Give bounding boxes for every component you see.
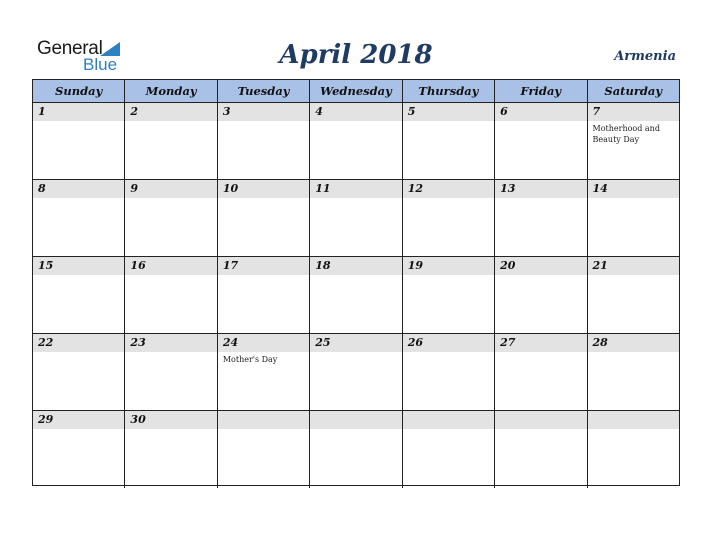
day-cell xyxy=(403,257,495,333)
day-number: 8 xyxy=(33,180,124,198)
day-number: 29 xyxy=(33,411,124,429)
logo-text-general: General xyxy=(37,38,103,59)
day-cell xyxy=(588,180,679,256)
day-number: 5 xyxy=(403,103,494,121)
calendar-title: April 2018 xyxy=(279,40,433,70)
week-row xyxy=(33,103,679,180)
day-number: 1 xyxy=(33,103,124,121)
weekday-monday: Monday xyxy=(125,80,217,102)
day-cell xyxy=(403,411,495,488)
weekday-wednesday: Wednesday xyxy=(310,80,402,102)
weeks-container xyxy=(33,103,679,488)
day-number: 11 xyxy=(310,180,401,198)
day-cell xyxy=(218,180,310,256)
day-number: 7 xyxy=(588,103,679,121)
day-cell xyxy=(495,334,587,410)
weekday-header xyxy=(33,80,679,103)
day-number xyxy=(218,411,309,429)
day-cell xyxy=(125,103,217,179)
day-cell xyxy=(33,257,125,333)
day-cell xyxy=(125,411,217,488)
day-number: 30 xyxy=(125,411,216,429)
week-row xyxy=(33,180,679,257)
weekday-saturday: Saturday xyxy=(604,84,663,98)
day-number: 28 xyxy=(588,334,679,352)
day-cell xyxy=(495,257,587,333)
day-number: 15 xyxy=(33,257,124,275)
day-cell xyxy=(495,180,587,256)
day-cell xyxy=(218,411,310,488)
day-number: 3 xyxy=(218,103,309,121)
weekday-tuesday: Tuesday xyxy=(218,80,310,102)
day-number: 25 xyxy=(310,334,401,352)
holiday-event: Mother's Day xyxy=(222,355,278,364)
day-cell xyxy=(125,334,217,410)
day-number xyxy=(495,411,586,429)
day-cell xyxy=(495,411,587,488)
day-cell xyxy=(310,103,402,179)
day-number: 27 xyxy=(495,334,586,352)
day-number: 18 xyxy=(310,257,401,275)
holiday-event: Motherhood and Beauty Day xyxy=(592,124,660,144)
day-cell xyxy=(33,180,125,256)
country-label: Armenia xyxy=(614,49,676,64)
day-number: 19 xyxy=(403,257,494,275)
day-cell xyxy=(218,334,310,410)
day-cell xyxy=(310,257,402,333)
calendar-grid xyxy=(32,79,680,486)
day-number: 24 xyxy=(218,334,309,352)
logo-text-blue: Blue xyxy=(83,55,118,74)
day-cell xyxy=(588,334,679,410)
weekday-sunday: Sunday xyxy=(33,80,125,102)
day-number: 13 xyxy=(495,180,586,198)
weekday-thursday: Thursday xyxy=(403,80,495,102)
day-cell xyxy=(310,180,402,256)
day-number: 9 xyxy=(125,180,216,198)
day-number xyxy=(588,411,679,429)
day-number: 22 xyxy=(33,334,124,352)
day-cell xyxy=(310,411,402,488)
week-row xyxy=(33,334,679,411)
day-number: 10 xyxy=(218,180,309,198)
day-cell xyxy=(588,411,679,488)
weekday-friday: Friday xyxy=(495,80,587,102)
day-cell xyxy=(33,411,125,488)
day-cell xyxy=(588,257,679,333)
day-cell xyxy=(310,334,402,410)
day-cell xyxy=(125,257,217,333)
day-cell xyxy=(495,103,587,179)
week-row xyxy=(33,411,679,488)
day-number xyxy=(310,411,401,429)
day-number: 4 xyxy=(310,103,401,121)
day-cell xyxy=(218,103,310,179)
day-cell xyxy=(218,257,310,333)
day-cell xyxy=(125,180,217,256)
day-cell xyxy=(33,334,125,410)
day-number: 12 xyxy=(403,180,494,198)
day-cell xyxy=(403,103,495,179)
day-number: 17 xyxy=(218,257,309,275)
week-row xyxy=(33,257,679,334)
day-number xyxy=(403,411,494,429)
day-number: 20 xyxy=(495,257,586,275)
day-number: 14 xyxy=(588,180,679,198)
day-cell xyxy=(33,103,125,179)
day-number: 2 xyxy=(125,103,216,121)
day-cell xyxy=(403,180,495,256)
day-cell xyxy=(403,334,495,410)
day-number: 23 xyxy=(125,334,216,352)
day-number: 21 xyxy=(588,257,679,275)
day-number: 26 xyxy=(403,334,494,352)
day-number: 6 xyxy=(495,103,586,121)
day-number: 16 xyxy=(125,257,216,275)
day-cell xyxy=(588,103,679,179)
